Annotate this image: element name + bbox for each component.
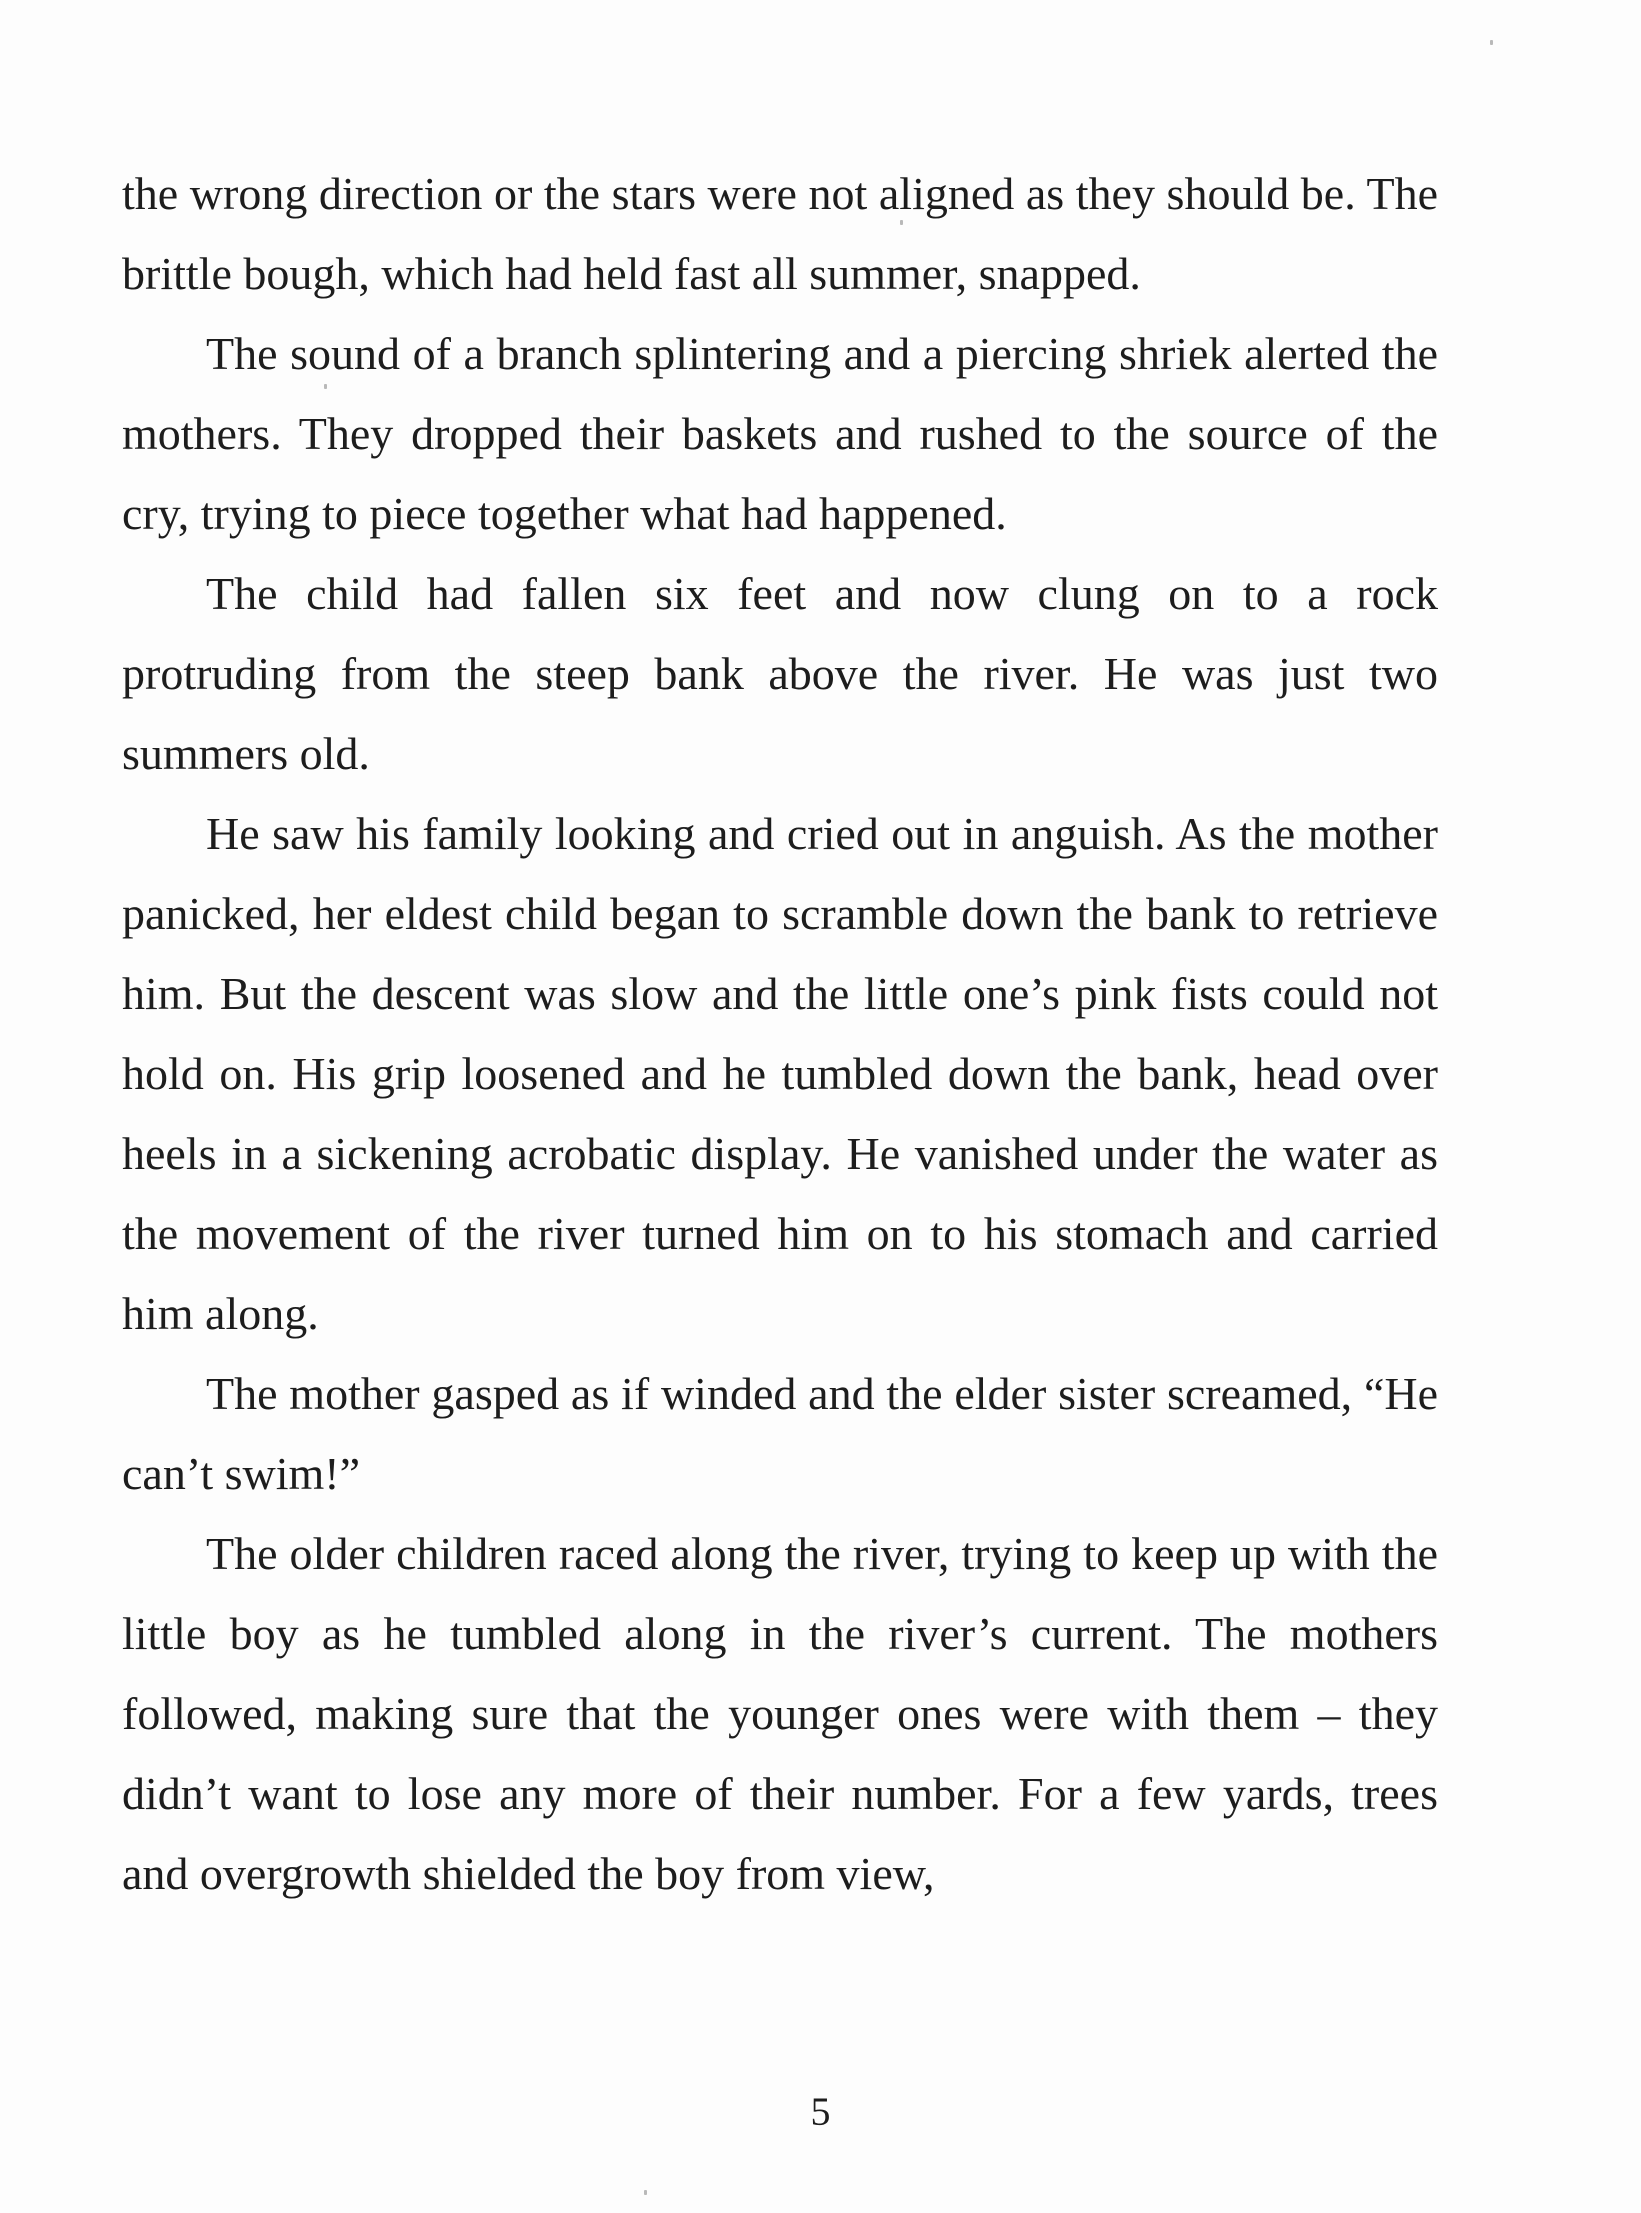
page-number: 5 (810, 2089, 831, 2134)
paragraph: The sound of a branch splintering and a piercing shriek alerted the mothers. They dropped their baskets and rushed to the source of the cry, trying to piece together what had happened. (122, 328, 1438, 539)
paragraph: The mother gasped as if winded and the elder sister screamed, “He can’t swim!” (122, 1368, 1438, 1499)
paragraph-continuation: the wrong direction or the stars were not aligned as they should be. The brittle bough, which had held fast all summer, snapped. (122, 168, 1438, 299)
paragraph: The older children raced along the river, trying to keep up with the little boy as he tumbled along in the river’s current. The mothers followed, making sure that the younger ones were with them – they didn’t want to lose any more of their number. For a few yards, trees and overgrowth shielded the boy from view, (122, 1528, 1438, 1899)
body-text (122, 154, 1438, 1914)
scan-speck (644, 2190, 647, 2195)
scan-speck (1490, 40, 1493, 45)
paragraph: He saw his family looking and cried out in anguish. As the mother panicked, her eldest child began to scramble down the bank to retrieve him. But the descent was slow and the little one’s pink fists could not hold on. His grip loosened and he tumbled down the bank, head over heels in a sickening acrobatic display. He vanished under the water as the movement of the river turned him on to his stomach and carried him along. (122, 808, 1438, 1339)
paragraph: The child had fallen six feet and now clung on to a rock protruding from the steep bank above the river. He was just two summers old. (122, 568, 1438, 779)
